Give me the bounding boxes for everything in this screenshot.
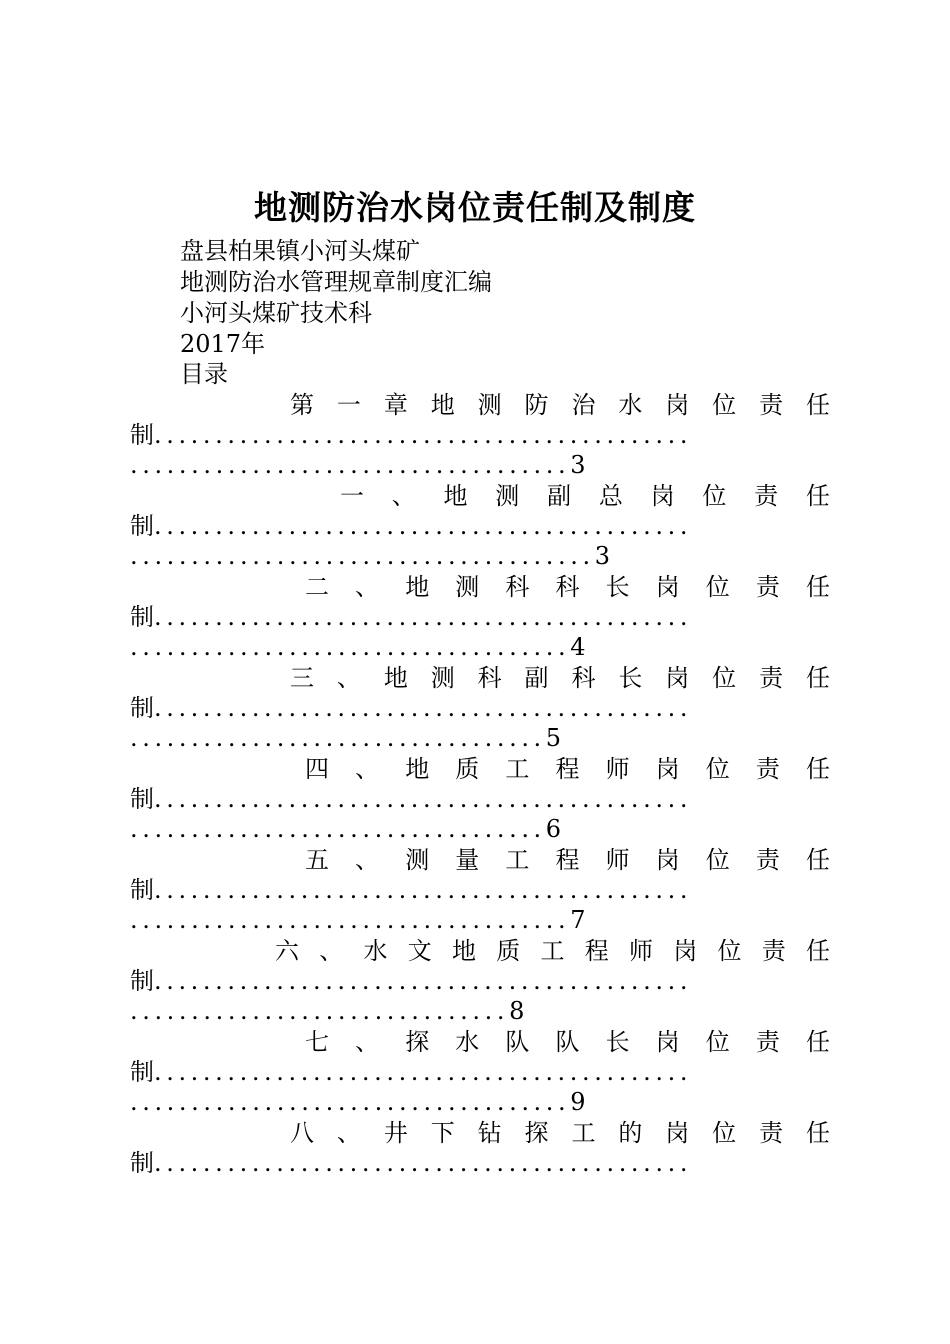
toc-entry-page-line: ....................................3 bbox=[130, 451, 591, 479]
toc-page-number: 7 bbox=[570, 906, 591, 934]
toc-entry-page-line: ..................................5 bbox=[130, 724, 566, 752]
toc-entry-page-line: ....................................9 bbox=[130, 1088, 591, 1116]
document-title: 地测防治水岗位责任制及制度 bbox=[254, 188, 696, 227]
collection-title: 地测防治水管理规章制度汇编 bbox=[180, 268, 492, 296]
toc-entry-leader: 制............................................ bbox=[130, 967, 693, 995]
toc-entry-heading[interactable]: 二 、 地 测 科 科 长 岗 位 责 任 bbox=[305, 573, 830, 601]
department-name: 小河头煤矿技术科 bbox=[180, 299, 372, 327]
toc-entry-heading[interactable]: 六 、 水 文 地 质 工 程 师 岗 位 责 任 bbox=[275, 937, 830, 965]
toc-page-number: 4 bbox=[570, 633, 591, 661]
toc-entry-heading[interactable]: 第 一 章 地 测 防 治 水 岗 位 责 任 bbox=[290, 391, 830, 419]
toc-entry-heading[interactable]: 一 、 地 测 副 总 岗 位 责 任 bbox=[340, 482, 830, 510]
toc-entry-page-line: ......................................3 bbox=[130, 542, 615, 570]
mine-name: 盘县柏果镇小河头煤矿 bbox=[180, 237, 420, 265]
toc-entry-heading[interactable]: 八 、 井 下 钻 探 工 的 岗 位 责 任 bbox=[290, 1119, 830, 1147]
toc-page-number: 9 bbox=[570, 1088, 591, 1116]
toc-heading: 目录 bbox=[180, 360, 228, 388]
toc-entry-leader: 制............................................ bbox=[130, 1149, 693, 1177]
toc-entry-leader: 制............................................ bbox=[130, 1058, 693, 1086]
toc-entry-heading[interactable]: 七 、 探 水 队 队 长 岗 位 责 任 bbox=[305, 1028, 830, 1056]
toc-page-number: 8 bbox=[509, 997, 529, 1025]
toc-entry-leader: 制............................................ bbox=[130, 694, 693, 722]
toc-entry-leader: 制............................................ bbox=[130, 512, 693, 540]
toc-entry-heading[interactable]: 四 、 地 质 工 程 师 岗 位 责 任 bbox=[305, 755, 830, 783]
toc-page-number: 3 bbox=[594, 542, 615, 570]
toc-entry-heading[interactable]: 五 、 测 量 工 程 师 岗 位 责 任 bbox=[305, 846, 830, 874]
toc-entry-page-line: ....................................7 bbox=[130, 906, 591, 934]
toc-entry-heading[interactable]: 三 、 地 测 科 副 科 长 岗 位 责 任 bbox=[290, 664, 830, 692]
toc-entry-leader: 制............................................ bbox=[130, 421, 693, 449]
toc-entry-leader: 制............................................ bbox=[130, 876, 693, 904]
toc-entry-page-line: ....................................4 bbox=[130, 633, 591, 661]
toc-page-number: 3 bbox=[570, 451, 591, 479]
document-year: 2017年 bbox=[180, 330, 266, 358]
toc-page-number: 6 bbox=[545, 815, 566, 843]
toc-entry-leader: 制............................................ bbox=[130, 785, 693, 813]
toc-entry-leader: 制............................................ bbox=[130, 603, 693, 631]
toc-page-number: 5 bbox=[545, 724, 566, 752]
toc-entry-page-line: ..................................6 bbox=[130, 815, 566, 843]
toc-entry-page-line: ...............................8 bbox=[130, 997, 529, 1025]
